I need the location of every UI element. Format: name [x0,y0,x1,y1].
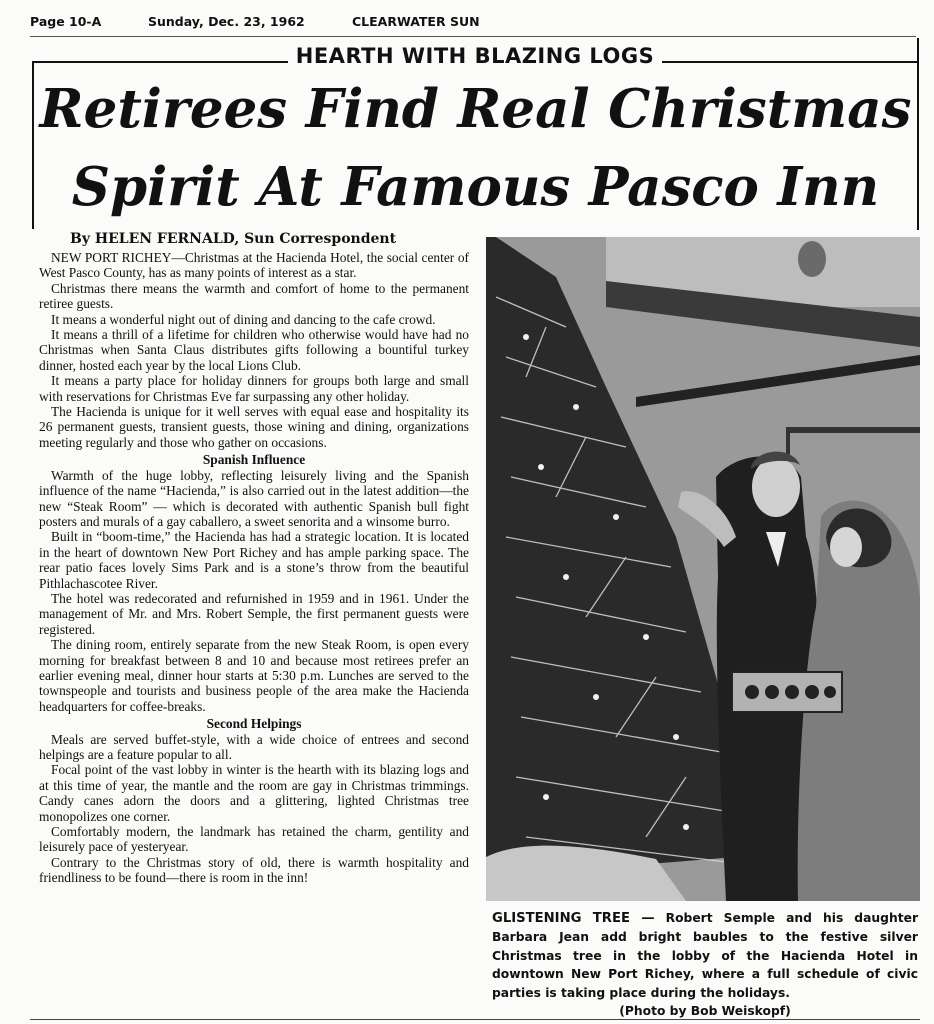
headline-line-2: Spirit At Famous Pasco Inn [71,156,880,218]
publication-name: CLEARWATER SUN [352,14,480,29]
article-paragraph: Built in “boom-time,” the Hacienda has had a strategic location. It is located in the heart of downtown New Port Richey and has ample parking space. The rear patio faces lovely Sims Park and is a stone’s throw from the beautiful Pithlachascotee River. [39,529,469,591]
photo-credit: (Photo by Bob Weiskopf) [619,1004,791,1019]
page-number: Page 10-A [30,14,102,29]
photo-caption [492,909,918,1020]
subhead-second-helpings: Second Helpings [206,716,302,732]
window-frame [786,427,920,433]
article-paragraph: Focal point of the vast lobby in winter is the hearth with its blazing logs and at this time of year, the mantle and the room are gay in Christmas trimmings. Candy canes adorn the doors and a glittering, lighted Christmas tree monopolizes one corner. [39,762,469,824]
wall-ornament [798,241,826,277]
caption-text: Robert Semple and his daughter Barbara Jean add bright baubles to the festive silver Christmas tree in the lobby of the Hacienda Hotel in downtown New Port Richey, where a full schedule of civic parties is taking place during the holidays. [492,911,919,1000]
bottom-rule [30,1019,920,1020]
headline-overline: HEARTH WITH BLAZING LOGS [295,44,655,68]
photo-christmas-tree [486,237,920,901]
page-folio [30,14,490,34]
article-paragraph: It means a wonderful night out of dining and dancing to the cafe crowd. [51,311,436,327]
photo-illustration [486,237,920,901]
article-paragraph: Contrary to the Christmas story of old, there is warmth hospitality and friendliness to be found—there is room in the inn! [39,854,469,886]
article-paragraph: It means a party place for holiday dinners for groups both large and small with reservations for Christmas Eve far surpassing any other holiday. [39,373,469,404]
article-paragraph: NEW PORT RICHEY—Christmas at the Hacienda Hotel, the social center of West Pasco County, has as many points of interest as a star. [39,250,469,281]
folio-rule [30,36,916,37]
article-paragraph: The hotel was redecorated and refurnished in 1959 and in 1961. Under the management of Mr. and Mrs. Robert Semple, the first permanent guests were registered. [39,590,469,637]
article-paragraph: It means a thrill of a lifetime for children who otherwise would have had no Christmas when Santa Claus distributes gifts following a bountiful turkey dinner, hosted each year by the local Lions Club. [39,327,469,373]
woman-face [830,527,862,567]
issue-date: Sunday, Dec. 23, 1962 [148,14,305,29]
headline-frame-top-right [662,61,918,63]
man-face [752,457,800,517]
article-paragraph: The dining room, entirely separate from the new Steak Room, is open every morning for breakfast between 8 and 10 and because most retirees prefer an earlier evening meal, dinner hour starts at 5:30 p.m. Lunches are served to the townspeople and tourists and business people of the area make the Hacienda headquarters for coffee-breaks. [39,637,469,714]
article-paragraph: Meals are served buffet-style, with a wide choice of entrees and second helpings are a feature popular to all. [39,731,469,762]
article-paragraph: Comfortably modern, the landmark has retained the charm, gentility and leisurely pace of yesteryear. [39,824,469,855]
byline: By HELEN FERNALD, Sun Correspondent [70,231,397,247]
article-body [39,250,469,886]
article-paragraph: Christmas there means the warmth and comfort of home to the permanent retiree guests. [39,280,469,312]
headline-frame-right [917,38,919,230]
article-paragraph: Warmth of the huge lobby, reflecting leisurely living and the Spanish influence of the name “Hacienda,” is also carried out in the latest addition—the new “Steak Room” — which is decorated with authentic Spanish bull fight posters and murals of a gay caballero, a sweet senorita and a winsome burro. [39,467,469,529]
headline-frame-top-left [32,61,288,63]
subhead-spanish-influence: Spanish Influence [202,452,306,468]
headline-line-1: Retirees Find Real Christmas [39,78,912,140]
caption-lead: GLISTENING TREE — [492,911,655,926]
article-paragraph: The Hacienda is unique for it well serves with equal ease and hospitality its 26 permanent guests, transient guests, those wining and dining, organizations meeting regularly and those who gather on occasions. [39,404,469,450]
